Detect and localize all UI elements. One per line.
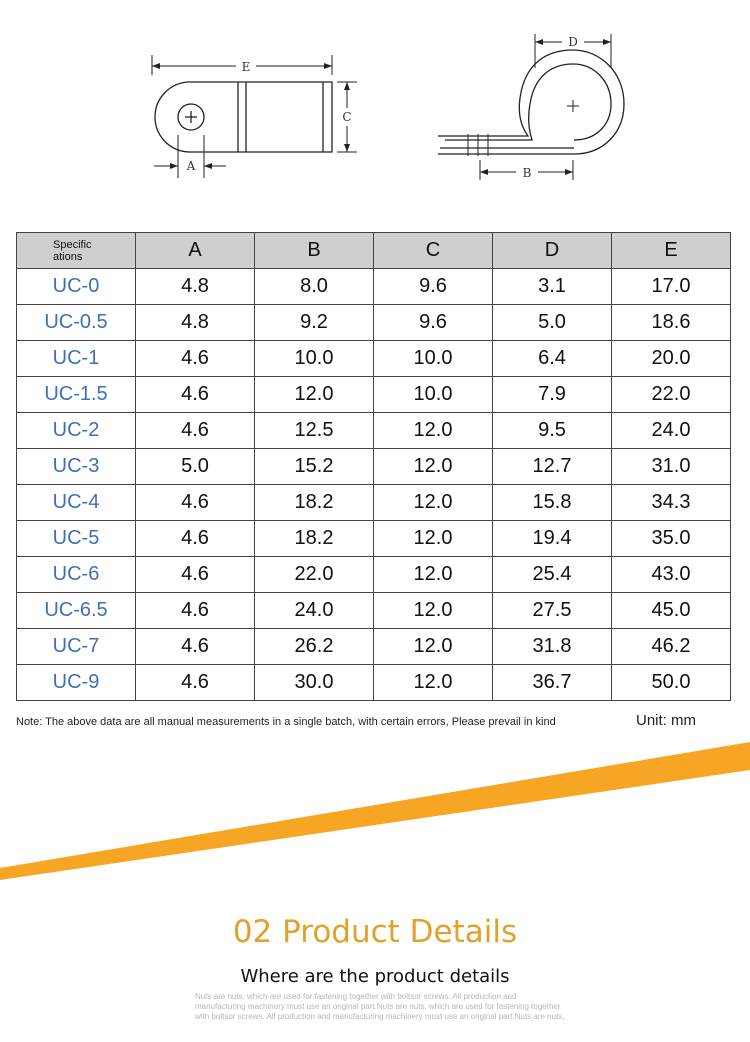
dim-label-b: B	[522, 166, 532, 180]
value-cell-b: 15.2	[255, 449, 374, 485]
specifications-header-line2: ations	[53, 250, 83, 263]
value-cell-e: 20.0	[612, 341, 731, 377]
value-cell-b: 22.0	[255, 557, 374, 593]
value-cell-c: 12.0	[374, 521, 493, 557]
value-cell-e: 18.6	[612, 305, 731, 341]
value-cell-a: 4.6	[136, 665, 255, 701]
value-cell-c: 12.0	[374, 593, 493, 629]
value-cell-b: 12.0	[255, 377, 374, 413]
table-row	[17, 557, 731, 593]
value-cell-e: 50.0	[612, 665, 731, 701]
value-cell-d: 3.1	[493, 269, 612, 305]
value-cell-b: 10.0	[255, 341, 374, 377]
model-cell: UC-6	[17, 557, 136, 593]
specifications-header	[17, 233, 136, 269]
value-cell-e: 46.2	[612, 629, 731, 665]
value-cell-d: 6.4	[493, 341, 612, 377]
model-cell: UC-9	[17, 665, 136, 701]
specifications-header-line1: Specific	[53, 238, 92, 251]
dim-label-a: A	[186, 159, 196, 173]
value-cell-d: 31.8	[493, 629, 612, 665]
value-cell-b: 26.2	[255, 629, 374, 665]
value-cell-c: 10.0	[374, 377, 493, 413]
value-cell-a: 4.8	[136, 269, 255, 305]
table-row	[17, 665, 731, 701]
value-cell-a: 4.6	[136, 557, 255, 593]
table-row	[17, 449, 731, 485]
value-cell-e: 24.0	[612, 413, 731, 449]
value-cell-e: 34.3	[612, 485, 731, 521]
value-cell-b: 12.5	[255, 413, 374, 449]
value-cell-e: 45.0	[612, 593, 731, 629]
model-cell: UC-7	[17, 629, 136, 665]
value-cell-e: 22.0	[612, 377, 731, 413]
value-cell-c: 12.0	[374, 449, 493, 485]
table-row	[17, 521, 731, 557]
value-cell-a: 4.6	[136, 341, 255, 377]
value-cell-a: 4.6	[136, 521, 255, 557]
value-cell-c: 9.6	[374, 305, 493, 341]
section-title: 02 Product Details	[232, 914, 518, 950]
value-cell-b: 9.2	[255, 305, 374, 341]
column-header-d: D	[493, 233, 612, 269]
model-cell: UC-0	[17, 269, 136, 305]
measurement-note: Note: The above data are all manual measurements in a single batch, with certain errors, Please prevail in kind	[16, 716, 556, 728]
table-row	[17, 377, 731, 413]
value-cell-c: 10.0	[374, 341, 493, 377]
value-cell-a: 4.6	[136, 377, 255, 413]
value-cell-a: 4.8	[136, 305, 255, 341]
value-cell-c: 12.0	[374, 413, 493, 449]
model-cell: UC-1	[17, 341, 136, 377]
value-cell-c: 12.0	[374, 485, 493, 521]
column-header-a: A	[136, 233, 255, 269]
value-cell-d: 25.4	[493, 557, 612, 593]
model-cell: UC-4	[17, 485, 136, 521]
value-cell-b: 18.2	[255, 521, 374, 557]
dim-label-c: C	[342, 110, 352, 124]
value-cell-d: 15.8	[493, 485, 612, 521]
dim-label-e: E	[241, 60, 251, 74]
value-cell-e: 35.0	[612, 521, 731, 557]
value-cell-c: 9.6	[374, 269, 493, 305]
decorative-stripe	[0, 740, 750, 890]
table-row	[17, 593, 731, 629]
specifications-table	[16, 232, 731, 701]
model-cell: UC-2	[17, 413, 136, 449]
value-cell-a: 4.6	[136, 629, 255, 665]
value-cell-d: 19.4	[493, 521, 612, 557]
model-cell: UC-6.5	[17, 593, 136, 629]
value-cell-d: 12.7	[493, 449, 612, 485]
value-cell-d: 9.5	[493, 413, 612, 449]
table-row	[17, 341, 731, 377]
value-cell-d: 27.5	[493, 593, 612, 629]
value-cell-d: 5.0	[493, 305, 612, 341]
value-cell-b: 24.0	[255, 593, 374, 629]
dim-label-d: D	[568, 35, 578, 49]
column-header-e: E	[612, 233, 731, 269]
value-cell-e: 17.0	[612, 269, 731, 305]
column-header-c: C	[374, 233, 493, 269]
value-cell-a: 5.0	[136, 449, 255, 485]
table-row	[17, 413, 731, 449]
value-cell-b: 8.0	[255, 269, 374, 305]
table-row	[17, 629, 731, 665]
table-row	[17, 485, 731, 521]
value-cell-a: 4.6	[136, 485, 255, 521]
table-row	[17, 269, 731, 305]
value-cell-a: 4.6	[136, 593, 255, 629]
value-cell-c: 12.0	[374, 557, 493, 593]
value-cell-b: 30.0	[255, 665, 374, 701]
table-header-row	[17, 233, 731, 269]
table-row	[17, 305, 731, 341]
section-description: Nuts are nuts, which are used for fastening together with boltsor screws. All production and manufacturing machinery must use an original part.Nuts are nuts, which are used for fastening together with boltsor screws. All production and manufacturing machinery must use an original part.Nuts are nuts,	[195, 992, 565, 1021]
value-cell-e: 43.0	[612, 557, 731, 593]
value-cell-c: 12.0	[374, 629, 493, 665]
column-header-b: B	[255, 233, 374, 269]
model-cell: UC-1.5	[17, 377, 136, 413]
model-cell: UC-0.5	[17, 305, 136, 341]
value-cell-c: 12.0	[374, 665, 493, 701]
model-cell: UC-3	[17, 449, 136, 485]
cable-clamp-dimension-diagram	[0, 0, 750, 220]
value-cell-a: 4.6	[136, 413, 255, 449]
value-cell-d: 36.7	[493, 665, 612, 701]
value-cell-b: 18.2	[255, 485, 374, 521]
value-cell-e: 31.0	[612, 449, 731, 485]
model-cell: UC-5	[17, 521, 136, 557]
section-subtitle: Where are the product details	[240, 966, 510, 987]
value-cell-d: 7.9	[493, 377, 612, 413]
unit-label: Unit: mm	[636, 712, 696, 729]
